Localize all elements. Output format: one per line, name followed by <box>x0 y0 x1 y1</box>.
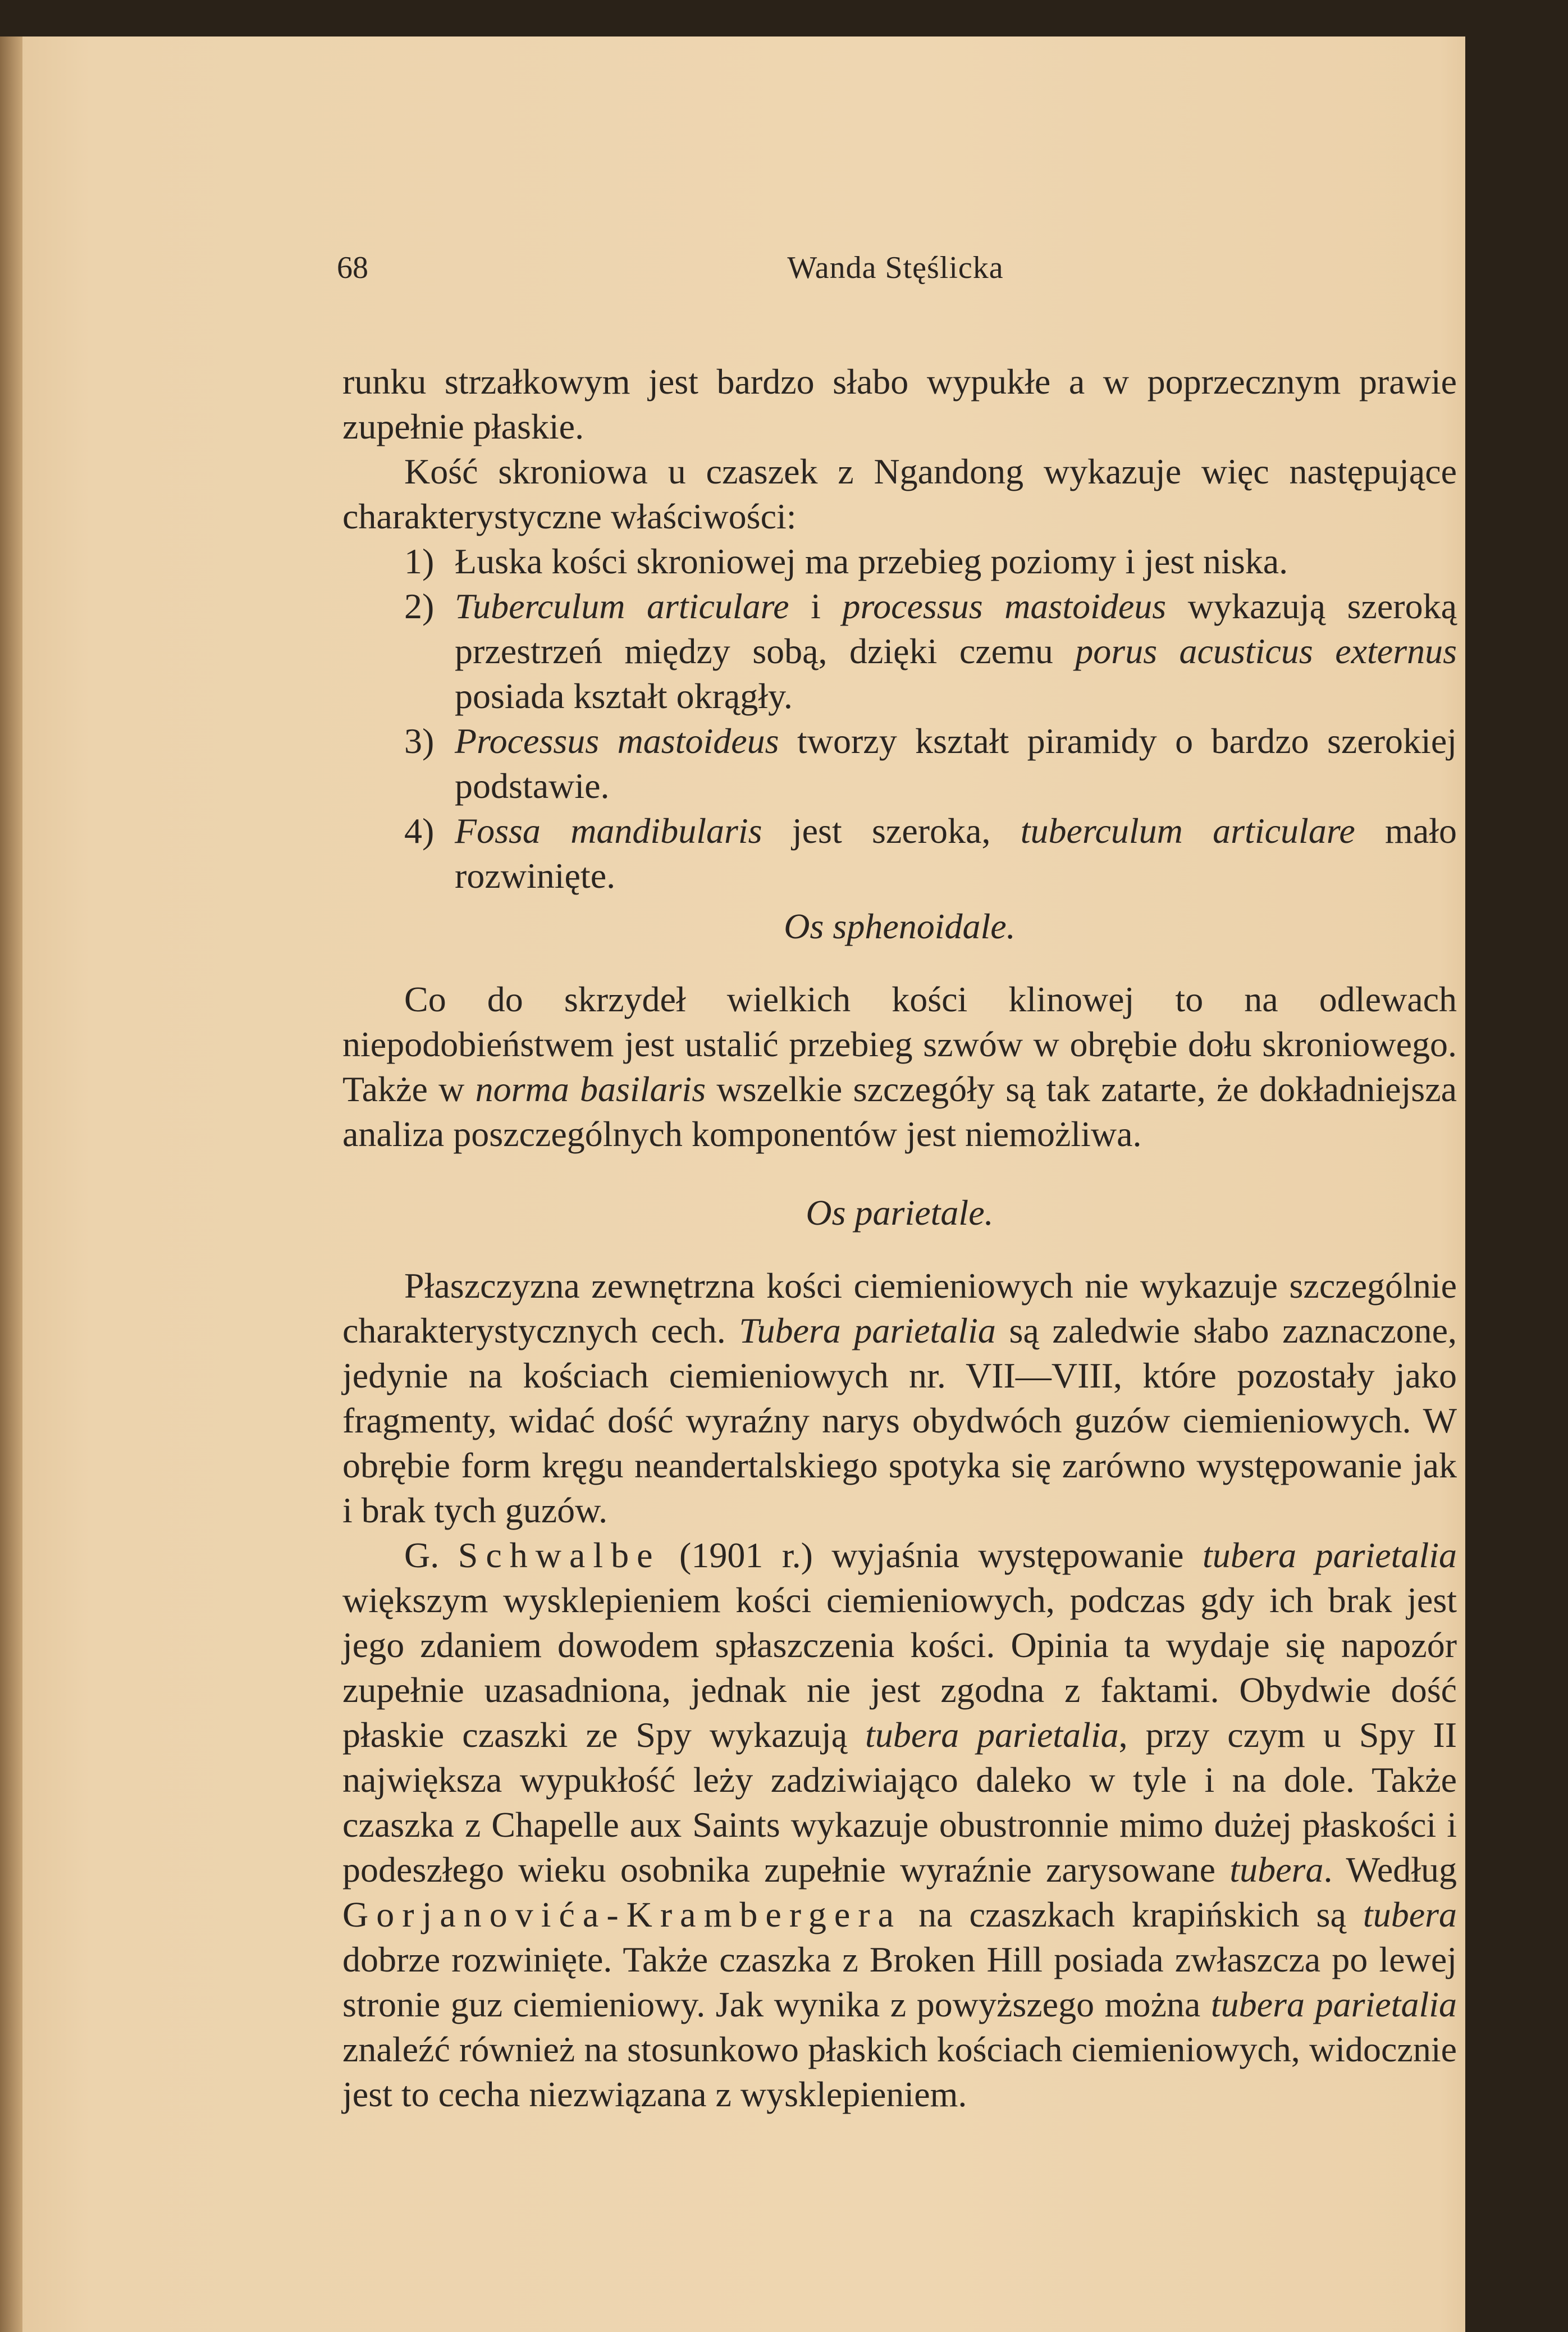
text-run: mało rozwinięte. <box>455 811 1457 896</box>
latin-term: norma basilaris <box>475 1069 706 1109</box>
list-number: 4) <box>404 811 435 851</box>
text-run: wszelkie szczegóły są tak zatarte, że dokładniejsza analiza poszczególnych komponentów jest niemożliwa. <box>342 1069 1457 1154</box>
latin-term: tubera <box>1363 1895 1457 1934</box>
paragraph <box>342 1263 1457 1533</box>
continuation-paragraph: runku strzałkowym jest bardzo słabo wypukłe a w poprzecznym prawie zupełnie płaskie. <box>342 362 1457 446</box>
latin-term: tuberculum articulare <box>1020 811 1355 851</box>
text-run: . Według <box>1323 1850 1457 1890</box>
text-run: są zaledwie słabo zaznaczone, jedynie na kościach ciemieniowych nr. VII—VIII, które pozostały jako fragmenty, widać dość wyraźny narys obydwóch guzów ciemieniowych. W obrębie form kręgu neandertalskiego spotyka się zarówno występowanie jak i brak tych guzów. <box>342 1311 1457 1530</box>
text-run: i <box>789 586 843 626</box>
text-run: Płaszczyzna zewnętrzna kości ciemieniowych nie wykazuje szczególnie charakterystycznych cech. <box>342 1266 1457 1350</box>
page-number: 68 <box>337 250 368 285</box>
text-run: posiada kształt okrągły. <box>455 676 793 716</box>
latin-term: tubera <box>1229 1850 1324 1890</box>
text-run: dobrze rozwinięte. Także czaszka z Broken Hill posiada zwłaszcza po lewej stronie guz ciemieniowy. Jak wynika z powyższego można <box>342 1939 1457 2024</box>
text-run: G. <box>404 1535 458 1575</box>
latin-term: processus mastoideus <box>842 586 1167 626</box>
list-item <box>342 584 1457 719</box>
book-page <box>0 36 1516 2332</box>
text-run: jest szeroka, <box>762 811 1021 851</box>
text-run: większym wysklepieniem kości ciemieniowych, podczas gdy ich brak jest jego zdaniem dowodem spłaszczenia kości. Opinia ta wydaje się napozór zupełnie uzasadniona, jednak nie jest zgodna z faktami. Obydwie dość płaskie czaszki ze Spy wykazują <box>342 1580 1457 1755</box>
text-run: wykazują szeroką przestrzeń między sobą, dzięki czemu <box>455 586 1457 671</box>
latin-term: tubera parietalia <box>1210 1984 1457 2024</box>
list-item <box>342 809 1457 898</box>
text-run: (1901 r.) wyjaśnia występowanie <box>660 1535 1203 1575</box>
list-item <box>342 539 1457 584</box>
paragraph <box>342 1533 1457 2117</box>
list-item-text: Łuska kości skroniowej ma przebieg poziomy i jest niska. <box>455 541 1288 581</box>
latin-term: Processus mastoideus <box>455 721 779 761</box>
features-list <box>342 539 1457 898</box>
list-number: 3) <box>404 721 435 761</box>
latin-term: tubera parietalia <box>1203 1535 1457 1575</box>
author-name: Gorjanovića-Krambergera <box>342 1895 902 1934</box>
text-run: tworzy kształt piramidy o bardzo szerokiej podstawie. <box>455 721 1457 806</box>
latin-term: porus acusticus externus <box>1075 631 1457 671</box>
binding-gutter <box>0 36 22 2332</box>
latin-term: Tubera parietalia <box>739 1311 996 1350</box>
section-heading-sphenoid: Os sphenoidale. <box>784 906 1016 946</box>
page-edge-shadow <box>1465 36 1516 2332</box>
list-item <box>342 719 1457 809</box>
running-head: Wanda Stęślicka <box>787 250 1004 285</box>
paragraph: Kość skroniowa u czaszek z Ngandong wykazuje więc następujące charakterystyczne właściwości: <box>342 451 1457 536</box>
text-run: Co do skrzydeł wielkich kości klinowej to na odlewach niepodobieństwem jest ustalić przebieg szwów w obrębie dołu skroniowego. Także w <box>342 979 1457 1109</box>
paragraph <box>342 977 1457 1157</box>
list-number: 1) <box>404 541 435 581</box>
text-run: na czaszkach krapińskich są <box>902 1895 1363 1934</box>
latin-term: Tuberculum articulare <box>455 586 789 626</box>
section-heading-parietal: Os parietale. <box>806 1193 994 1233</box>
list-number: 2) <box>404 586 435 626</box>
text-run: znaleźć również na stosunkowo płaskich kościach ciemieniowych, widocznie jest to cecha niezwiązana z wysklepieniem. <box>342 2029 1457 2114</box>
author-name: Schwalbe <box>458 1535 661 1575</box>
text-run: , przy czym u Spy II największa wypukłość leży zadziwiająco daleko w tyle i na dole. Także czaszka z Chapelle aux Saints wykazuje obustronnie mimo dużej płaskości i podeszłego wieku osobnika zupełnie wyraźnie zarysowane <box>342 1715 1457 1890</box>
page-header <box>337 250 1454 295</box>
latin-term: Fossa mandibularis <box>455 811 762 851</box>
body-text <box>342 359 1457 2117</box>
latin-term: tubera parietalia <box>865 1715 1119 1755</box>
